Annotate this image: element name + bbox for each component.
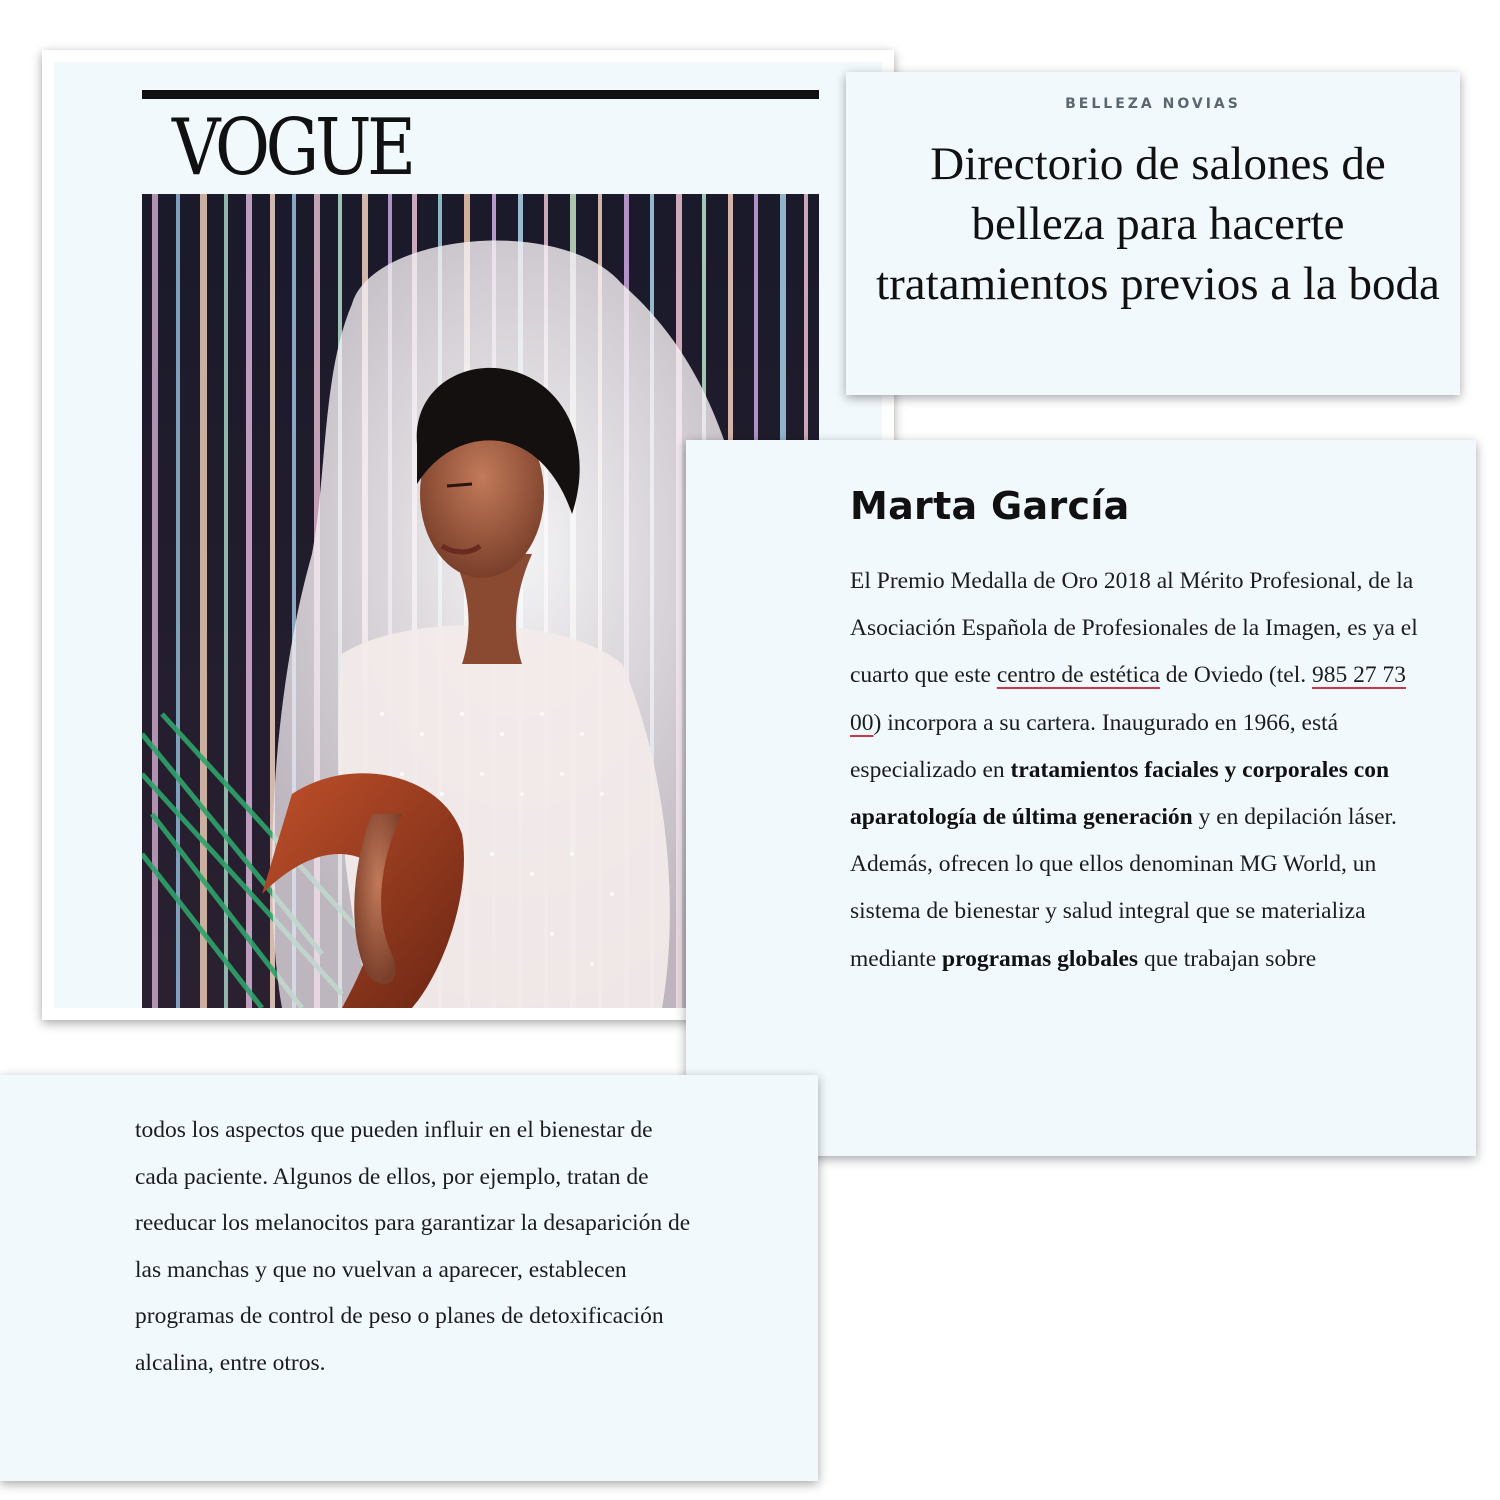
body-text-segment: y en depilación láser. Además, ofrecen lo que ellos denominan MG World, un sistema de bienestar y salud integral que se materializa mediante — [850, 804, 1397, 972]
section-kicker[interactable]: BELLEZA NOVIAS — [1065, 96, 1241, 112]
continuation-text: todos los aspectos que pueden influir en el bienestar de cada paciente. Algunos de ellos, por ejemplo, tratan de reeducar los melanocitos para garantizar la desaparición de las manchas y que no vuelvan a aparecer, establecen programas de control de peso o planes de detoxificación alcalina, entre otros. — [135, 1117, 691, 1376]
logo-top-rule — [142, 90, 819, 99]
salon-name: Marta García — [850, 484, 1130, 528]
bold-highlight: tratamientos faciales y corporales con aparatología de última generación — [850, 756, 1390, 831]
body-text-segment: ) incorpora a su cartera. Inaugurado en 1966, está especializado en — [850, 709, 1339, 783]
continuation-card — [0, 1075, 818, 1481]
centro-estetica-link[interactable]: centro de estética — [996, 662, 1160, 689]
eye — [447, 484, 472, 486]
phone-link[interactable]: 985 27 73 00 — [850, 662, 1406, 736]
vogue-logo: VOGUE — [172, 103, 412, 193]
headline-card — [846, 72, 1460, 395]
article-headline: Directorio de salones de belleza para hacerte tratamientos previos a la boda — [876, 138, 1440, 310]
body-text-segment: que trabajan sobre — [1138, 945, 1317, 972]
body-text-segment: de Oviedo (tel. — [1159, 662, 1312, 689]
body-text-segment: El Premio Medalla de Oro 2018 al Mérito Profesional, de la Asociación Española de Profesionales de la Imagen, es ya el cuarto que este — [850, 568, 1418, 689]
salon-entry-card — [686, 440, 1476, 1156]
bold-highlight: programas globales — [942, 945, 1139, 972]
salon-description — [850, 558, 1420, 983]
